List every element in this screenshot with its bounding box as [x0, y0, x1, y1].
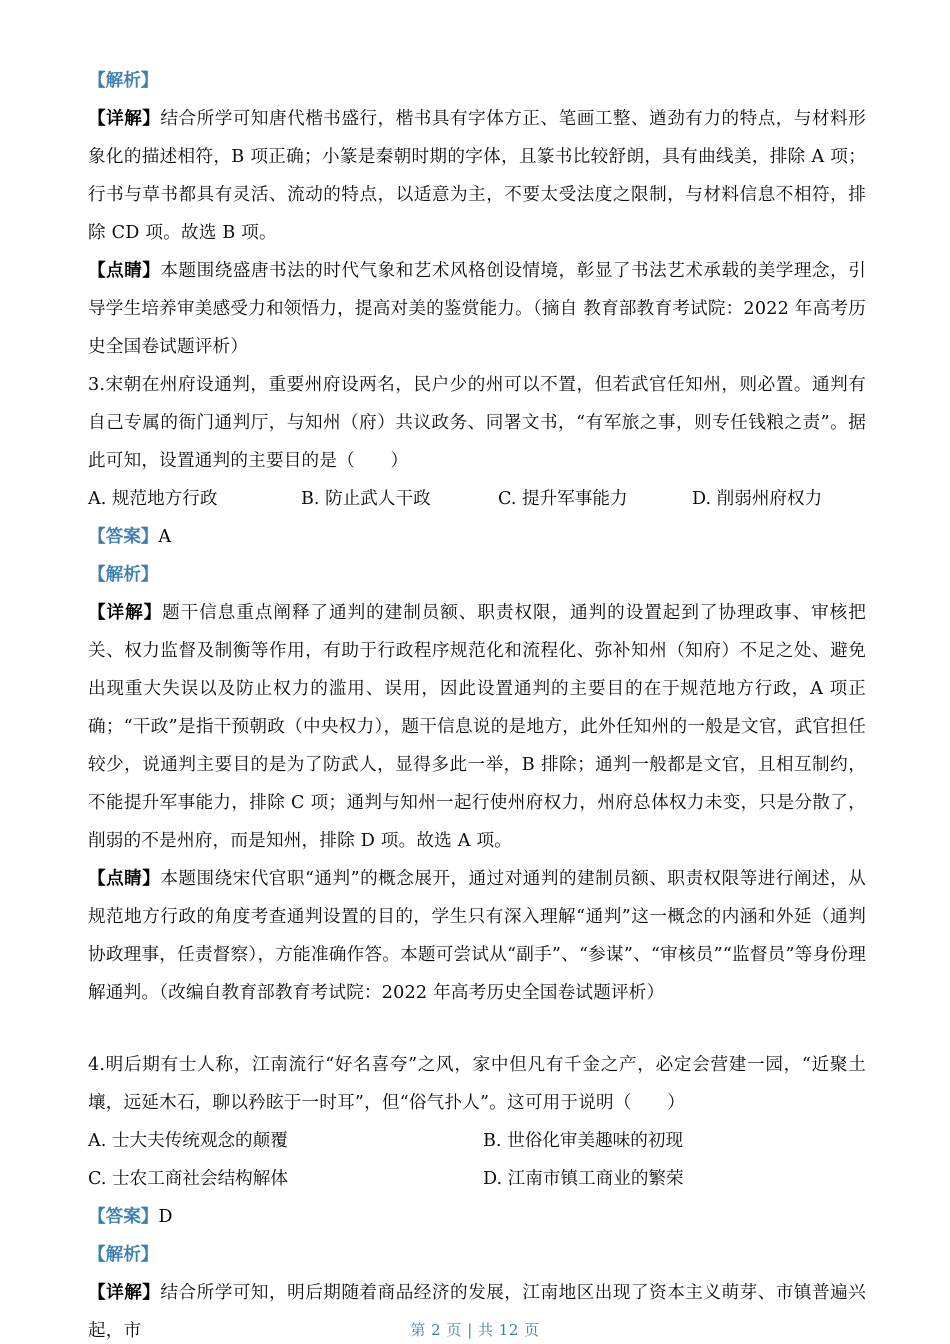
q2-analysis-label [88, 62, 866, 100]
analysis-tag: 【解析】 [88, 1244, 159, 1265]
question-4-answer-line [88, 1198, 866, 1236]
question-4-option-c[interactable]: C. 士农工商社会结构解体 [88, 1169, 288, 1189]
insight-text: 本题围绕盛唐书法的时代气象和艺术风格创设情境，彰显了书法艺术承载的美学理念，引导学生培养审美感受力和领悟力，提高对美的鉴赏能力。（摘自 教育部教育考试院：2022 年高考历史全国卷试题评析） [88, 261, 866, 357]
answer-tag: 【答案】 [88, 526, 159, 547]
insight-tag: 【点睛】 [88, 868, 161, 889]
question-3-option-d[interactable]: D. 削弱州府权力 [692, 489, 823, 509]
question-4-analysis-label [88, 1236, 866, 1274]
question-4-answer-value: D [158, 1207, 173, 1227]
question-3-insight-text: 本题围绕宋代官职“通判”的概念展开，通过对通判的建制员额、职责权限等进行阐述，从规范地方行政的角度考查通判设置的目的，学生只有深入理解“通判”这一概念的内涵和外延（通判协政理事，任责督察），方能准确作答。本题可尝试从“副手”、“参谋”、“审核员”“监督员”等身份理解通判。（改编自教育部教育考试院：2022 年高考历史全国卷试题评析） [88, 869, 866, 1003]
question-3-option-b[interactable]: B. 防止武人干政 [301, 489, 431, 509]
section-spacer [88, 1012, 866, 1046]
analysis-tag: 【解析】 [88, 70, 159, 91]
question-3-detail-paragraph [88, 594, 866, 860]
question-4-options-row-2 [88, 1160, 866, 1198]
question-4-detail-text: 结合所学可知，明后期随着商品经济的发展，江南地区出现了资本主义萌芽、市镇普遍兴起，市 [88, 1283, 866, 1341]
question-3-option-c[interactable]: C. 提升军事能力 [498, 489, 628, 509]
question-4-option-a[interactable]: A. 士大夫传统观念的颠覆 [88, 1131, 288, 1151]
question-3-detail-text: 题干信息重点阐释了通判的建制员额、职责权限，通判的设置起到了协理政事、审核把关、权力监督及制衡等作用，有助于行政程序规范化和流程化、弥补知州（知府）不足之处、避免出现重大失误以及防止权力的滥用、误用，因此设置通判的主要目的在于规范地方行政，A 项正确；“干政”是指干预朝政（中央权力），题干信息说的是地方，此外任知州的一般是文官，武官担任较少，说通判主要目的是为了防武人，显得多此一举，B 排除；通判一般都是文官，且相互制约，不能提升军事能力，排除 C 项；通判与知州一起行使州府权力，州府总体权力未变，只是分散了，削弱的不是州府，而是知州，排除 D 项。故选 A 项。 [88, 603, 866, 851]
question-4-option-b[interactable]: B. 世俗化审美趣味的初现 [483, 1131, 684, 1151]
insight-tag: 【点睛】 [88, 260, 161, 281]
detail-text: 结合所学可知唐代楷书盛行，楷书具有字体方正、笔画工整、遒劲有力的特点，与材料形象化的描述相符，B 项正确；小篆是秦朝时期的字体，且篆书比较舒朗，具有曲线美，排除 A 项；行书与草书都具有灵活、流动的特点，以适意为主，不要太受法度之限制，与材料信息不相符，排除 CD 项。故选 B 项。 [88, 109, 866, 243]
question-3-answer-line [88, 518, 866, 556]
q2-insight-paragraph [88, 252, 866, 366]
question-3-analysis-label [88, 556, 866, 594]
page-content [88, 62, 866, 1344]
question-3-stem [88, 366, 866, 480]
question-4-stem [88, 1046, 866, 1122]
question-3-option-a[interactable]: A. 规范地方行政 [88, 489, 218, 509]
question-3-stem-text: 宋朝在州府设通判，重要州府设两名，民户少的州可以不置，但若武官任知州，则必置。通判有自己专属的衙门通判厅，与知州（府）共议政务、同署文书，“有军旅之事，则专任钱粮之责”。据此可知，设置通判的主要目的是（ ） [88, 375, 866, 471]
page-footer [0, 1320, 950, 1340]
question-3-options [88, 480, 866, 518]
question-3-answer-value: A [158, 527, 172, 547]
page-number-label: 第 2 页 | 共 12 页 [410, 1321, 540, 1339]
question-3-number: 3. [88, 375, 106, 395]
question-3-insight-paragraph [88, 860, 866, 1012]
question-4-stem-text: 明后期有士人称，江南流行“好名喜夸”之风，家中但凡有千金之产，必定会营建一园，“近聚土壤，远延木石，聊以矜眩于一时耳”，但“俗气扑人”。这可用于说明（ ） [88, 1055, 866, 1113]
answer-tag: 【答案】 [88, 1206, 159, 1227]
question-4-options-row-1 [88, 1122, 866, 1160]
question-4-option-d[interactable]: D. 江南市镇工商业的繁荣 [483, 1169, 684, 1189]
analysis-tag: 【解析】 [88, 564, 159, 585]
detail-tag: 【详解】 [88, 602, 163, 623]
detail-tag: 【详解】 [88, 1282, 161, 1303]
detail-tag: 【详解】 [88, 108, 161, 129]
q2-detail-paragraph [88, 100, 866, 252]
question-4-number: 4. [88, 1055, 106, 1075]
